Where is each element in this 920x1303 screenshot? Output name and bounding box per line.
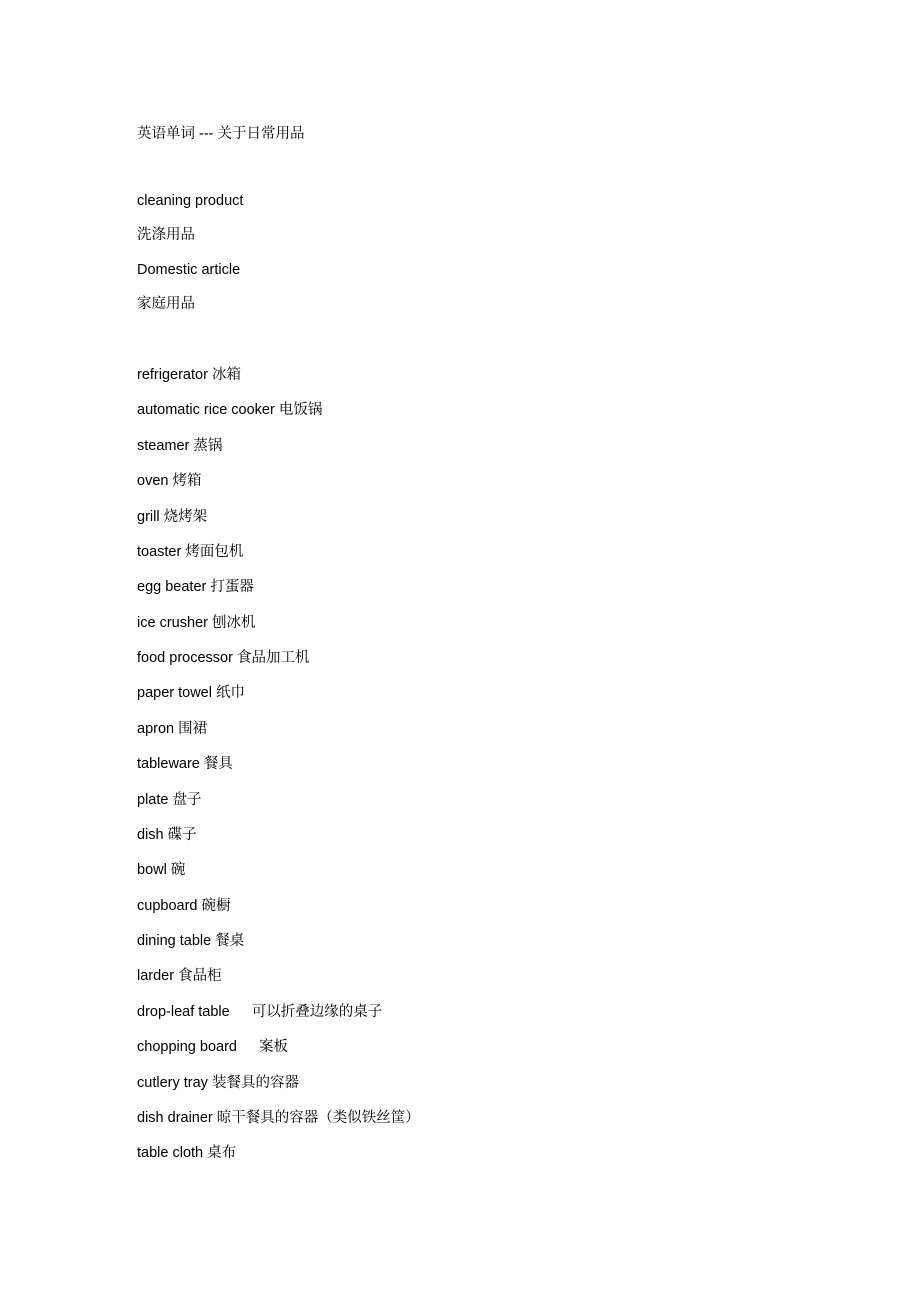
vocab-en: ice crusher <box>137 615 208 631</box>
vocab-en: grill <box>137 509 160 525</box>
vocab-en: dish <box>137 827 164 843</box>
vocab-zh: 围裙 <box>178 721 208 737</box>
vocab-en: oven <box>137 473 169 489</box>
vocab-zh: 食品加工机 <box>236 650 310 666</box>
vocab-zh: 碗橱 <box>201 898 231 914</box>
vocab-item <box>137 543 243 561</box>
vocab-item <box>137 1109 420 1127</box>
vocab-zh: 餐具 <box>203 756 233 772</box>
vocab-zh: 食品柜 <box>178 968 222 984</box>
vocab-en: food processor <box>137 650 233 666</box>
vocab-item <box>137 755 233 773</box>
vocab-zh: 蒸锅 <box>193 438 223 454</box>
vocab-item <box>137 720 207 738</box>
vocab-zh: 烧烤架 <box>163 509 208 525</box>
vocab-zh: 晾干餐具的容器（类似铁丝筐） <box>216 1110 420 1126</box>
vocab-en: chopping board <box>137 1039 237 1055</box>
vocab-en: bowl <box>137 862 167 878</box>
vocab-en: plate <box>137 792 169 808</box>
vocab-en: dining table <box>137 933 212 949</box>
vocab-en: refrigerator <box>137 367 208 383</box>
vocab-zh: 碗 <box>170 862 186 878</box>
vocab-zh: 烤箱 <box>172 473 202 489</box>
vocab-en: tableware <box>137 756 200 772</box>
vocab-zh: 桌布 <box>207 1145 237 1161</box>
vocab-item <box>137 967 222 985</box>
vocab-en: egg beater <box>137 579 207 595</box>
vocab-zh: 打蛋器 <box>210 579 254 595</box>
vocab-zh: 盘子 <box>172 792 202 808</box>
vocab-item <box>137 366 241 384</box>
vocab-item <box>137 1038 288 1056</box>
vocab-item <box>137 932 244 950</box>
vocab-en: apron <box>137 721 175 737</box>
vocab-zh: 电饭锅 <box>278 402 323 418</box>
vocab-en: paper towel <box>137 685 212 701</box>
vocab-en: cupboard <box>137 898 198 914</box>
vocab-zh: 冰箱 <box>211 367 241 383</box>
category-en: cleaning product <box>137 193 244 209</box>
vocab-zh: 装餐具的容器 <box>211 1075 299 1091</box>
vocab-item <box>137 1144 236 1162</box>
vocab-item <box>137 897 231 915</box>
vocab-item <box>137 614 255 632</box>
vocab-item <box>137 1003 382 1021</box>
vocab-en: dish drainer <box>137 1110 213 1126</box>
vocab-zh: 刨冰机 <box>211 615 256 631</box>
vocab-item <box>137 437 222 455</box>
vocab-en: toaster <box>137 544 182 560</box>
vocab-zh: 纸巾 <box>216 685 245 701</box>
vocab-zh: 餐桌 <box>215 933 245 949</box>
vocab-item <box>137 401 322 419</box>
vocab-item <box>137 578 254 596</box>
vocab-en: automatic rice cooker <box>137 402 275 418</box>
vocab-en: cutlery tray <box>137 1075 208 1091</box>
vocab-item <box>137 684 245 702</box>
vocab-zh: 烤面包机 <box>185 544 244 560</box>
category-zh: 洗涤用品 <box>137 227 195 243</box>
vocab-item <box>137 649 309 667</box>
vocab-item <box>137 1074 299 1092</box>
vocab-zh: 碟子 <box>167 827 197 843</box>
vocab-zh: 案板 <box>259 1039 289 1055</box>
vocab-zh: 可以折叠边缘的桌子 <box>251 1004 383 1020</box>
category-en: Domestic article <box>137 262 241 278</box>
vocab-item <box>137 508 207 526</box>
document-title: 英语单词 --- 关于日常用品 <box>137 126 305 142</box>
vocab-item <box>137 861 185 879</box>
vocab-en: larder <box>137 968 175 984</box>
category-zh: 家庭用品 <box>137 296 195 312</box>
vocab-item <box>137 472 201 490</box>
vocab-en: drop-leaf table <box>137 1004 230 1020</box>
vocab-item <box>137 791 201 809</box>
vocab-item <box>137 826 197 844</box>
vocab-en: table cloth <box>137 1145 204 1161</box>
vocab-en: steamer <box>137 438 190 454</box>
